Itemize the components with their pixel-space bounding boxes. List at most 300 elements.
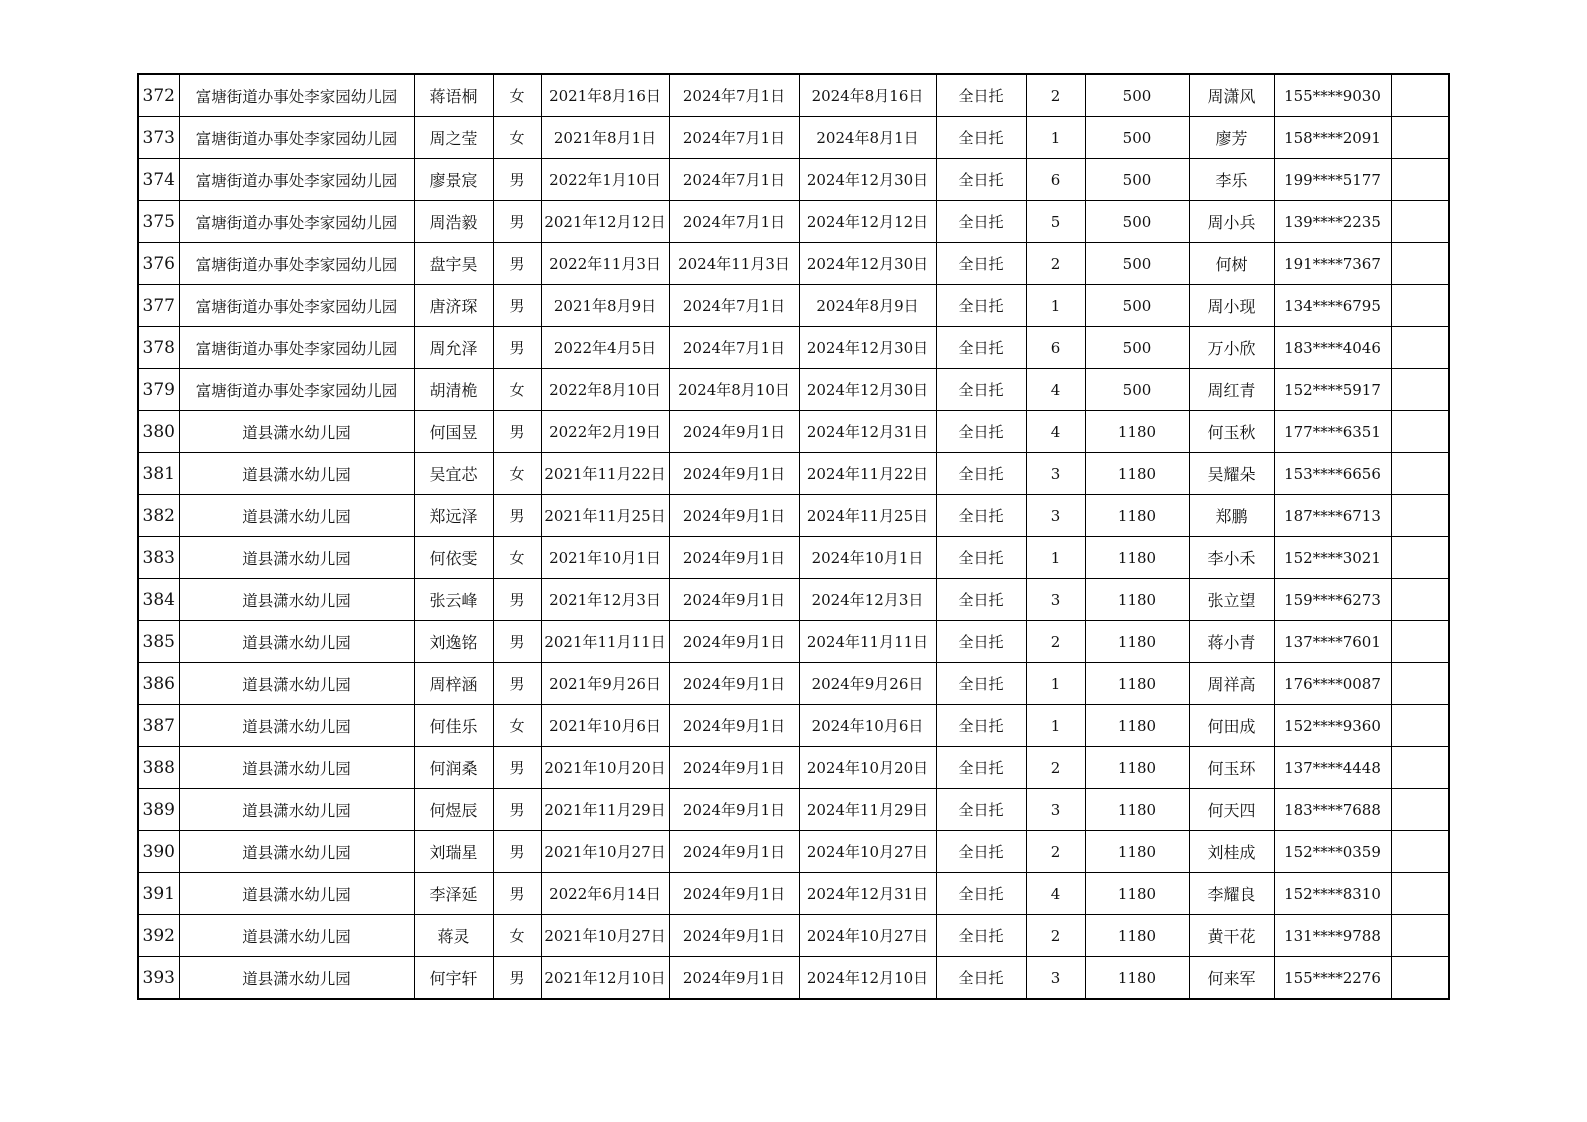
months-cell: 4 [1026,369,1085,411]
table-row [138,579,1449,621]
care-type-cell: 全日托 [936,327,1026,369]
row-number-cell: 388 [138,747,179,789]
guardian-name-cell: 何树 [1189,243,1274,285]
kindergarten-cell: 道县潇水幼儿园 [179,537,414,579]
start-date-cell: 2024年9月1日 [669,705,799,747]
child-name-cell: 周浩毅 [414,201,493,243]
start-date-cell: 2024年9月1日 [669,957,799,1000]
gender-cell: 女 [493,537,541,579]
kindergarten-cell: 道县潇水幼儿园 [179,705,414,747]
row-number-cell: 376 [138,243,179,285]
kindergarten-cell: 富塘街道办事处李家园幼儿园 [179,369,414,411]
phone-cell: 137****4448 [1274,747,1391,789]
row-number-cell: 381 [138,453,179,495]
care-type-cell: 全日托 [936,74,1026,117]
table-row [138,327,1449,369]
start-date-cell: 2024年9月1日 [669,621,799,663]
remarks-cell [1391,327,1449,369]
amount-cell: 500 [1085,285,1189,327]
kindergarten-cell: 道县潇水幼儿园 [179,789,414,831]
months-cell: 2 [1026,621,1085,663]
birth-date-cell: 2021年10月20日 [541,747,669,789]
kindergarten-cell: 富塘街道办事处李家园幼儿园 [179,327,414,369]
guardian-name-cell: 郑鹏 [1189,495,1274,537]
kindergarten-cell: 富塘街道办事处李家园幼儿园 [179,74,414,117]
remarks-cell [1391,789,1449,831]
remarks-cell [1391,537,1449,579]
table-row [138,159,1449,201]
care-type-cell: 全日托 [936,873,1026,915]
child-name-cell: 李泽延 [414,873,493,915]
phone-cell: 139****2235 [1274,201,1391,243]
child-name-cell: 盘宇昊 [414,243,493,285]
care-type-cell: 全日托 [936,369,1026,411]
birth-date-cell: 2021年11月22日 [541,453,669,495]
amount-cell: 1180 [1085,495,1189,537]
remarks-cell [1391,915,1449,957]
months-cell: 2 [1026,747,1085,789]
table-row [138,957,1449,1000]
start-date-cell: 2024年7月1日 [669,159,799,201]
amount-cell: 500 [1085,327,1189,369]
start-date-cell: 2024年7月1日 [669,74,799,117]
remarks-cell [1391,957,1449,1000]
birth-date-cell: 2021年10月1日 [541,537,669,579]
table-row [138,621,1449,663]
phone-cell: 152****5917 [1274,369,1391,411]
row-number-cell: 389 [138,789,179,831]
child-name-cell: 周之莹 [414,117,493,159]
end-date-cell: 2024年12月30日 [799,327,936,369]
care-type-cell: 全日托 [936,747,1026,789]
amount-cell: 1180 [1085,537,1189,579]
end-date-cell: 2024年11月29日 [799,789,936,831]
guardian-name-cell: 李小禾 [1189,537,1274,579]
gender-cell: 女 [493,453,541,495]
end-date-cell: 2024年10月6日 [799,705,936,747]
care-type-cell: 全日托 [936,621,1026,663]
start-date-cell: 2024年7月1日 [669,327,799,369]
amount-cell: 1180 [1085,747,1189,789]
row-number-cell: 378 [138,327,179,369]
phone-cell: 176****0087 [1274,663,1391,705]
kindergarten-cell: 道县潇水幼儿园 [179,411,414,453]
enrollment-table [137,73,1450,1000]
table-row [138,201,1449,243]
phone-cell: 158****2091 [1274,117,1391,159]
remarks-cell [1391,411,1449,453]
table-row [138,285,1449,327]
months-cell: 4 [1026,873,1085,915]
row-number-cell: 390 [138,831,179,873]
gender-cell: 男 [493,831,541,873]
row-number-cell: 392 [138,915,179,957]
kindergarten-cell: 道县潇水幼儿园 [179,621,414,663]
care-type-cell: 全日托 [936,789,1026,831]
birth-date-cell: 2021年8月16日 [541,74,669,117]
months-cell: 4 [1026,411,1085,453]
end-date-cell: 2024年8月9日 [799,285,936,327]
amount-cell: 500 [1085,159,1189,201]
kindergarten-cell: 道县潇水幼儿园 [179,957,414,1000]
child-name-cell: 何依雯 [414,537,493,579]
care-type-cell: 全日托 [936,495,1026,537]
start-date-cell: 2024年7月1日 [669,285,799,327]
start-date-cell: 2024年9月1日 [669,495,799,537]
gender-cell: 男 [493,957,541,1000]
remarks-cell [1391,621,1449,663]
row-number-cell: 375 [138,201,179,243]
start-date-cell: 2024年9月1日 [669,831,799,873]
end-date-cell: 2024年11月22日 [799,453,936,495]
months-cell: 3 [1026,579,1085,621]
months-cell: 2 [1026,831,1085,873]
care-type-cell: 全日托 [936,159,1026,201]
amount-cell: 1180 [1085,705,1189,747]
care-type-cell: 全日托 [936,411,1026,453]
months-cell: 2 [1026,74,1085,117]
child-name-cell: 周梓涵 [414,663,493,705]
start-date-cell: 2024年9月1日 [669,411,799,453]
phone-cell: 191****7367 [1274,243,1391,285]
end-date-cell: 2024年12月3日 [799,579,936,621]
kindergarten-cell: 道县潇水幼儿园 [179,579,414,621]
child-name-cell: 廖景宸 [414,159,493,201]
child-name-cell: 蒋语桐 [414,74,493,117]
phone-cell: 134****6795 [1274,285,1391,327]
guardian-name-cell: 吴耀朵 [1189,453,1274,495]
birth-date-cell: 2021年8月1日 [541,117,669,159]
remarks-cell [1391,705,1449,747]
guardian-name-cell: 李乐 [1189,159,1274,201]
child-name-cell: 郑远泽 [414,495,493,537]
start-date-cell: 2024年9月1日 [669,789,799,831]
end-date-cell: 2024年9月26日 [799,663,936,705]
kindergarten-cell: 道县潇水幼儿园 [179,663,414,705]
kindergarten-cell: 富塘街道办事处李家园幼儿园 [179,201,414,243]
birth-date-cell: 2021年12月12日 [541,201,669,243]
child-name-cell: 张云峰 [414,579,493,621]
gender-cell: 男 [493,411,541,453]
end-date-cell: 2024年10月20日 [799,747,936,789]
gender-cell: 男 [493,789,541,831]
end-date-cell: 2024年10月27日 [799,915,936,957]
guardian-name-cell: 张立望 [1189,579,1274,621]
remarks-cell [1391,201,1449,243]
row-number-cell: 374 [138,159,179,201]
phone-cell: 155****2276 [1274,957,1391,1000]
birth-date-cell: 2021年12月3日 [541,579,669,621]
table-row [138,705,1449,747]
gender-cell: 男 [493,327,541,369]
child-name-cell: 唐济琛 [414,285,493,327]
phone-cell: 183****4046 [1274,327,1391,369]
kindergarten-cell: 富塘街道办事处李家园幼儿园 [179,159,414,201]
care-type-cell: 全日托 [936,537,1026,579]
guardian-name-cell: 万小欣 [1189,327,1274,369]
amount-cell: 500 [1085,369,1189,411]
gender-cell: 女 [493,369,541,411]
remarks-cell [1391,579,1449,621]
care-type-cell: 全日托 [936,579,1026,621]
gender-cell: 男 [493,201,541,243]
remarks-cell [1391,873,1449,915]
remarks-cell [1391,663,1449,705]
child-name-cell: 何国昱 [414,411,493,453]
table-row [138,831,1449,873]
gender-cell: 男 [493,579,541,621]
gender-cell: 女 [493,74,541,117]
end-date-cell: 2024年10月1日 [799,537,936,579]
table-row [138,117,1449,159]
remarks-cell [1391,159,1449,201]
row-number-cell: 379 [138,369,179,411]
phone-cell: 159****6273 [1274,579,1391,621]
row-number-cell: 380 [138,411,179,453]
end-date-cell: 2024年12月12日 [799,201,936,243]
row-number-cell: 384 [138,579,179,621]
start-date-cell: 2024年9月1日 [669,537,799,579]
remarks-cell [1391,285,1449,327]
birth-date-cell: 2022年8月10日 [541,369,669,411]
birth-date-cell: 2021年11月25日 [541,495,669,537]
child-name-cell: 何润桑 [414,747,493,789]
table-row [138,453,1449,495]
care-type-cell: 全日托 [936,285,1026,327]
row-number-cell: 372 [138,74,179,117]
start-date-cell: 2024年11月3日 [669,243,799,285]
row-number-cell: 391 [138,873,179,915]
amount-cell: 1180 [1085,789,1189,831]
months-cell: 6 [1026,327,1085,369]
guardian-name-cell: 廖芳 [1189,117,1274,159]
guardian-name-cell: 周红青 [1189,369,1274,411]
birth-date-cell: 2021年10月27日 [541,831,669,873]
gender-cell: 男 [493,873,541,915]
care-type-cell: 全日托 [936,915,1026,957]
amount-cell: 500 [1085,243,1189,285]
table-row [138,74,1449,117]
months-cell: 1 [1026,537,1085,579]
child-name-cell: 蒋灵 [414,915,493,957]
gender-cell: 男 [493,621,541,663]
table-row [138,789,1449,831]
phone-cell: 187****6713 [1274,495,1391,537]
start-date-cell: 2024年9月1日 [669,579,799,621]
remarks-cell [1391,243,1449,285]
table-row [138,369,1449,411]
amount-cell: 1180 [1085,621,1189,663]
amount-cell: 1180 [1085,579,1189,621]
birth-date-cell: 2022年11月3日 [541,243,669,285]
gender-cell: 男 [493,495,541,537]
amount-cell: 500 [1085,201,1189,243]
amount-cell: 500 [1085,74,1189,117]
start-date-cell: 2024年7月1日 [669,201,799,243]
remarks-cell [1391,495,1449,537]
months-cell: 1 [1026,705,1085,747]
start-date-cell: 2024年9月1日 [669,747,799,789]
table-row [138,537,1449,579]
months-cell: 3 [1026,495,1085,537]
end-date-cell: 2024年12月30日 [799,159,936,201]
birth-date-cell: 2022年4月5日 [541,327,669,369]
remarks-cell [1391,74,1449,117]
months-cell: 1 [1026,117,1085,159]
months-cell: 3 [1026,453,1085,495]
kindergarten-cell: 道县潇水幼儿园 [179,831,414,873]
care-type-cell: 全日托 [936,201,1026,243]
guardian-name-cell: 黄干花 [1189,915,1274,957]
table-row [138,495,1449,537]
end-date-cell: 2024年11月11日 [799,621,936,663]
amount-cell: 1180 [1085,915,1189,957]
gender-cell: 女 [493,915,541,957]
kindergarten-cell: 道县潇水幼儿园 [179,873,414,915]
amount-cell: 1180 [1085,957,1189,1000]
gender-cell: 女 [493,117,541,159]
guardian-name-cell: 周小兵 [1189,201,1274,243]
remarks-cell [1391,369,1449,411]
end-date-cell: 2024年11月25日 [799,495,936,537]
amount-cell: 1180 [1085,411,1189,453]
remarks-cell [1391,453,1449,495]
gender-cell: 男 [493,243,541,285]
end-date-cell: 2024年8月16日 [799,74,936,117]
start-date-cell: 2024年9月1日 [669,663,799,705]
months-cell: 1 [1026,285,1085,327]
guardian-name-cell: 周小现 [1189,285,1274,327]
gender-cell: 男 [493,285,541,327]
row-number-cell: 373 [138,117,179,159]
child-name-cell: 何煜辰 [414,789,493,831]
end-date-cell: 2024年10月27日 [799,831,936,873]
table-row [138,411,1449,453]
end-date-cell: 2024年12月30日 [799,369,936,411]
amount-cell: 1180 [1085,831,1189,873]
end-date-cell: 2024年8月1日 [799,117,936,159]
guardian-name-cell: 周潇风 [1189,74,1274,117]
guardian-name-cell: 蒋小青 [1189,621,1274,663]
table-row [138,663,1449,705]
table-row [138,747,1449,789]
birth-date-cell: 2021年10月27日 [541,915,669,957]
child-name-cell: 刘瑞星 [414,831,493,873]
gender-cell: 男 [493,159,541,201]
birth-date-cell: 2021年10月6日 [541,705,669,747]
child-name-cell: 周允泽 [414,327,493,369]
child-name-cell: 刘逸铭 [414,621,493,663]
amount-cell: 1180 [1085,453,1189,495]
child-name-cell: 吴宜芯 [414,453,493,495]
guardian-name-cell: 何玉秋 [1189,411,1274,453]
kindergarten-cell: 道县潇水幼儿园 [179,747,414,789]
phone-cell: 137****7601 [1274,621,1391,663]
months-cell: 5 [1026,201,1085,243]
birth-date-cell: 2021年12月10日 [541,957,669,1000]
months-cell: 1 [1026,663,1085,705]
row-number-cell: 385 [138,621,179,663]
kindergarten-cell: 道县潇水幼儿园 [179,453,414,495]
birth-date-cell: 2021年8月9日 [541,285,669,327]
remarks-cell [1391,117,1449,159]
end-date-cell: 2024年12月10日 [799,957,936,1000]
phone-cell: 131****9788 [1274,915,1391,957]
kindergarten-cell: 道县潇水幼儿园 [179,915,414,957]
remarks-cell [1391,831,1449,873]
row-number-cell: 386 [138,663,179,705]
care-type-cell: 全日托 [936,831,1026,873]
guardian-name-cell: 何田成 [1189,705,1274,747]
row-number-cell: 377 [138,285,179,327]
birth-date-cell: 2021年11月11日 [541,621,669,663]
gender-cell: 男 [493,663,541,705]
child-name-cell: 胡清桅 [414,369,493,411]
child-name-cell: 何宇轩 [414,957,493,1000]
amount-cell: 1180 [1085,663,1189,705]
gender-cell: 男 [493,747,541,789]
start-date-cell: 2024年8月10日 [669,369,799,411]
phone-cell: 152****9360 [1274,705,1391,747]
phone-cell: 183****7688 [1274,789,1391,831]
table-row [138,873,1449,915]
birth-date-cell: 2022年2月19日 [541,411,669,453]
guardian-name-cell: 何天四 [1189,789,1274,831]
birth-date-cell: 2021年9月26日 [541,663,669,705]
remarks-cell [1391,747,1449,789]
phone-cell: 153****6656 [1274,453,1391,495]
care-type-cell: 全日托 [936,663,1026,705]
guardian-name-cell: 刘桂成 [1189,831,1274,873]
months-cell: 2 [1026,915,1085,957]
start-date-cell: 2024年7月1日 [669,117,799,159]
table-body [138,74,1449,999]
start-date-cell: 2024年9月1日 [669,915,799,957]
care-type-cell: 全日托 [936,957,1026,1000]
care-type-cell: 全日托 [936,243,1026,285]
care-type-cell: 全日托 [936,705,1026,747]
birth-date-cell: 2022年1月10日 [541,159,669,201]
phone-cell: 152****8310 [1274,873,1391,915]
row-number-cell: 393 [138,957,179,1000]
guardian-name-cell: 周祥高 [1189,663,1274,705]
kindergarten-cell: 富塘街道办事处李家园幼儿园 [179,243,414,285]
phone-cell: 152****3021 [1274,537,1391,579]
kindergarten-cell: 道县潇水幼儿园 [179,495,414,537]
phone-cell: 177****6351 [1274,411,1391,453]
row-number-cell: 383 [138,537,179,579]
child-name-cell: 何佳乐 [414,705,493,747]
birth-date-cell: 2022年6月14日 [541,873,669,915]
birth-date-cell: 2021年11月29日 [541,789,669,831]
months-cell: 3 [1026,957,1085,1000]
start-date-cell: 2024年9月1日 [669,873,799,915]
guardian-name-cell: 何来军 [1189,957,1274,1000]
phone-cell: 152****0359 [1274,831,1391,873]
row-number-cell: 382 [138,495,179,537]
end-date-cell: 2024年12月31日 [799,873,936,915]
table-row [138,243,1449,285]
care-type-cell: 全日托 [936,453,1026,495]
care-type-cell: 全日托 [936,117,1026,159]
phone-cell: 199****5177 [1274,159,1391,201]
end-date-cell: 2024年12月30日 [799,243,936,285]
guardian-name-cell: 何玉环 [1189,747,1274,789]
guardian-name-cell: 李耀良 [1189,873,1274,915]
gender-cell: 女 [493,705,541,747]
phone-cell: 155****9030 [1274,74,1391,117]
months-cell: 2 [1026,243,1085,285]
